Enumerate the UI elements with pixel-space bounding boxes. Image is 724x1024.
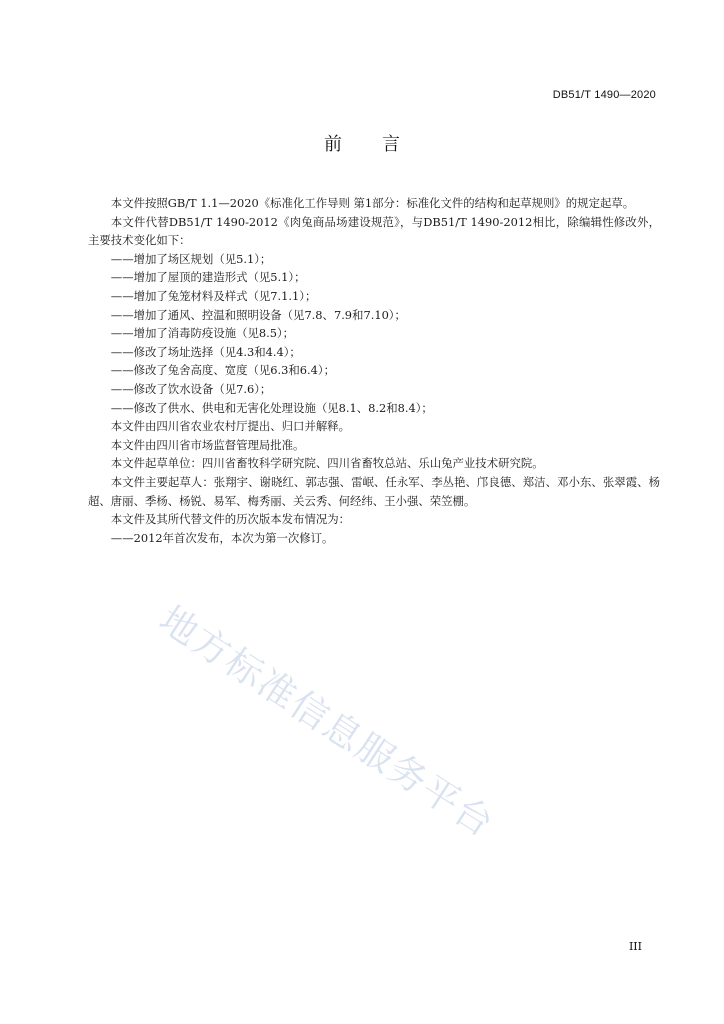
page-number: III <box>628 940 642 953</box>
watermark-text: 地方标准信息服务平台 <box>151 597 503 847</box>
paragraph-version-history: 本文件及其所代替文件的历次版本发布情况为： <box>110 512 351 527</box>
change-item: ——增加了兔笼材料及样式（见7.1.1）； <box>110 288 317 303</box>
paragraph-drafting-units: 本文件起草单位：四川省畜牧科学研究院、四川省畜牧总站、乐山兔产业技术研究院。 <box>110 456 544 471</box>
page-title: 前言 <box>324 134 440 155</box>
paragraph-proposer: 本文件由四川省农业农村厅提出、归口并解释。 <box>110 419 351 434</box>
change-item: ——修改了供水、供电和无害化处理设施（见8.1、8.2和8.4）； <box>110 400 433 415</box>
paragraph-drafting-basis: 本文件按照GB/T 1.1—2020《标准化工作导则 第1部分：标准化文件的结构和起草规则》的规定起草。 <box>110 196 635 210</box>
version-history-item: ——2012年首次发布，本次为第一次修订。 <box>110 530 334 545</box>
change-item: ——增加了消毒防疫设施（见8.5）； <box>110 326 295 341</box>
change-item: ——修改了场址选择（见4.3和4.4）； <box>110 344 301 359</box>
change-item: ——增加了屋顶的建造形式（见5.1）； <box>110 270 306 285</box>
paragraph-approver: 本文件由四川省市场监督管理局批准。 <box>110 437 305 452</box>
paragraph-drafters: 本文件主要起草人：张翔宇、谢晓红、郭志强、雷岷、任永军、李丛艳、邝良德、郑洁、邓小东、张翠霞、杨超、唐丽、季杨、杨锐、易军、梅秀丽、关云秀、何经纬、王小强、荣笠棚。 <box>88 474 660 508</box>
paragraph-replacement-note: 本文件代替DB51/T 1490-2012《肉兔商品场建设规范》，与DB51/T 1490-2012相比，除编辑性修改外，主要技术变化如下： <box>88 214 660 248</box>
change-item: ——增加了场区规划（见5.1）； <box>110 251 272 266</box>
change-item: ——增加了通风、控温和照明设备（见7.8、7.9和7.10）； <box>110 307 406 322</box>
foreword-body <box>88 194 660 547</box>
change-item: ——修改了兔舍高度、宽度（见6.3和6.4）； <box>110 363 335 378</box>
document-code: DB51/T 1490—2020 <box>552 89 656 101</box>
change-item: ——修改了饮水设备（见7.6）； <box>110 381 272 396</box>
